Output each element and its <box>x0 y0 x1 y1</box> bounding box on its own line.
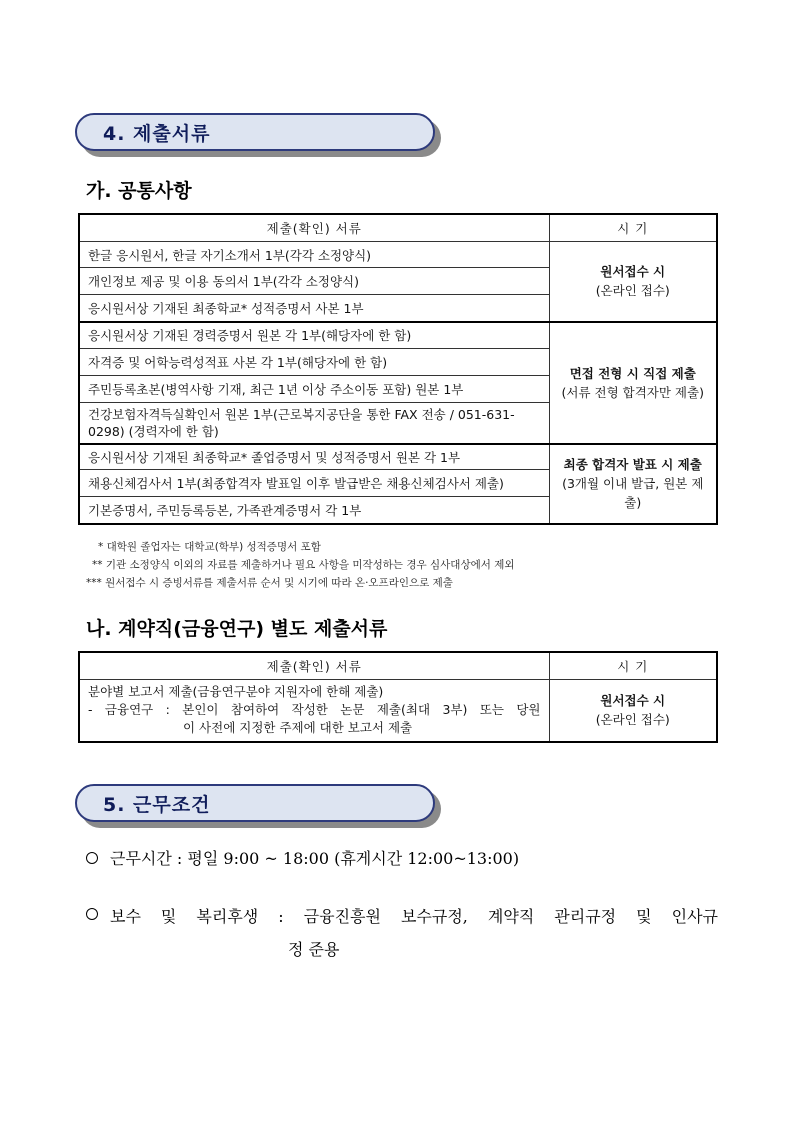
section-4-header <box>75 113 435 151</box>
header-timing: 시 기 <box>549 214 717 242</box>
section-5-header <box>75 784 435 822</box>
common-documents-table <box>78 213 718 525</box>
table-header-row <box>79 214 717 242</box>
circle-bullet-icon <box>86 852 98 864</box>
document-cell: 자격증 및 어학능력성적표 사본 각 1부(해당자에 한 함) <box>79 349 549 376</box>
timing-main: 최종 합격자 발표 시 제출 <box>563 457 702 472</box>
table-row <box>79 680 717 742</box>
table-row <box>79 322 717 349</box>
document-cell: 개인정보 제공 및 이용 동의서 1부(각각 소정양식) <box>79 268 549 295</box>
section-4-title: 4. 제출서류 <box>75 113 435 151</box>
report-line-1: 분야별 보고서 제출(금융연구분야 지원자에 한해 제출) <box>88 684 384 700</box>
document-cell: 응시원서상 기재된 최종학교* 성적증명서 사본 1부 <box>79 295 549 322</box>
document-cell: 응시원서상 기재된 경력증명서 원본 각 1부(해당자에 한 함) <box>79 322 549 349</box>
footnote: * 대학원 졸업자는 대학교(학부) 성적증명서 포함 <box>98 541 321 553</box>
subsection-a-title: 가. 공통사항 <box>86 180 192 202</box>
research-documents-table <box>78 651 718 743</box>
circle-bullet-icon <box>86 908 98 920</box>
table-row <box>79 242 717 268</box>
timing-sub: (3개월 이내 발급, 원본 제출) <box>562 476 704 510</box>
table-header-row <box>79 652 717 680</box>
working-hours-item <box>86 846 519 869</box>
timing-sub: (서류 전형 합격자만 제출) <box>561 384 704 400</box>
timing-cell <box>549 322 717 444</box>
timing-cell <box>549 242 717 322</box>
working-hours-text: 근무시간 : 평일 9:00 ~ 18:00 (휴게시간 12:00~13:00) <box>110 849 520 868</box>
report-line-3: 이 사전에 지정한 주제에 대한 보고서 제출 <box>183 720 413 736</box>
timing-main: 원서접수 시 <box>600 264 666 280</box>
footnote: ** 기관 소정양식 이외의 자료를 제출하거나 필요 사항을 미작성하는 경우 심사대상에서 제외 <box>92 559 515 571</box>
salary-benefits-line-2: 정 준용 <box>288 940 340 959</box>
timing-main: 면접 전형 시 직접 제출 <box>569 365 696 381</box>
section-5-title: 5. 근무조건 <box>75 784 435 822</box>
salary-benefits-item <box>86 904 718 960</box>
timing-sub: (온라인 접수) <box>595 712 670 728</box>
timing-cell <box>549 444 717 524</box>
document-cell <box>79 680 549 742</box>
footnote: *** 원서접수 시 증빙서류를 제출서류 순서 및 시기에 따라 온·오프라인으로 제출 <box>86 577 453 589</box>
document-cell: 응시원서상 기재된 최종학교* 졸업증명서 및 성적증명서 원본 각 1부 <box>79 444 549 470</box>
document-cell: 건강보험자격득실확인서 원본 1부(근로복지공단을 통한 FAX 전송 / 051-631-0298) (경력자에 한 함) <box>79 403 549 444</box>
document-cell: 채용신체검사서 1부(최종합격자 발표일 이후 발급받은 채용신체검사서 제출) <box>79 470 549 497</box>
salary-benefits-line-1: 보수 및 복리후생 : 금융진흥원 보수규정, 계약직 관리규정 및 인사규 <box>110 907 718 926</box>
table-row <box>79 444 717 470</box>
document-cell: 주민등록초본(병역사항 기재, 최근 1년 이상 주소이동 포함) 원본 1부 <box>79 376 549 403</box>
timing-sub: (온라인 접수) <box>595 283 670 299</box>
header-documents: 제출(확인) 서류 <box>79 214 549 242</box>
document-cell: 한글 응시원서, 한글 자기소개서 1부(각각 소정양식) <box>79 242 549 268</box>
timing-cell <box>549 680 717 742</box>
header-documents: 제출(확인) 서류 <box>79 652 549 680</box>
footnotes <box>86 538 515 592</box>
subsection-b-title: 나. 계약직(금융연구) 별도 제출서류 <box>86 618 388 640</box>
document-cell: 기본증명서, 주민등록등본, 가족관계증명서 각 1부 <box>79 497 549 524</box>
header-timing: 시 기 <box>549 652 717 680</box>
timing-main: 원서접수 시 <box>600 693 666 709</box>
report-line-2: - 금융연구 : 본인이 참여하여 작성한 논문 제출(최대 3부) 또는 당원 <box>88 702 541 718</box>
